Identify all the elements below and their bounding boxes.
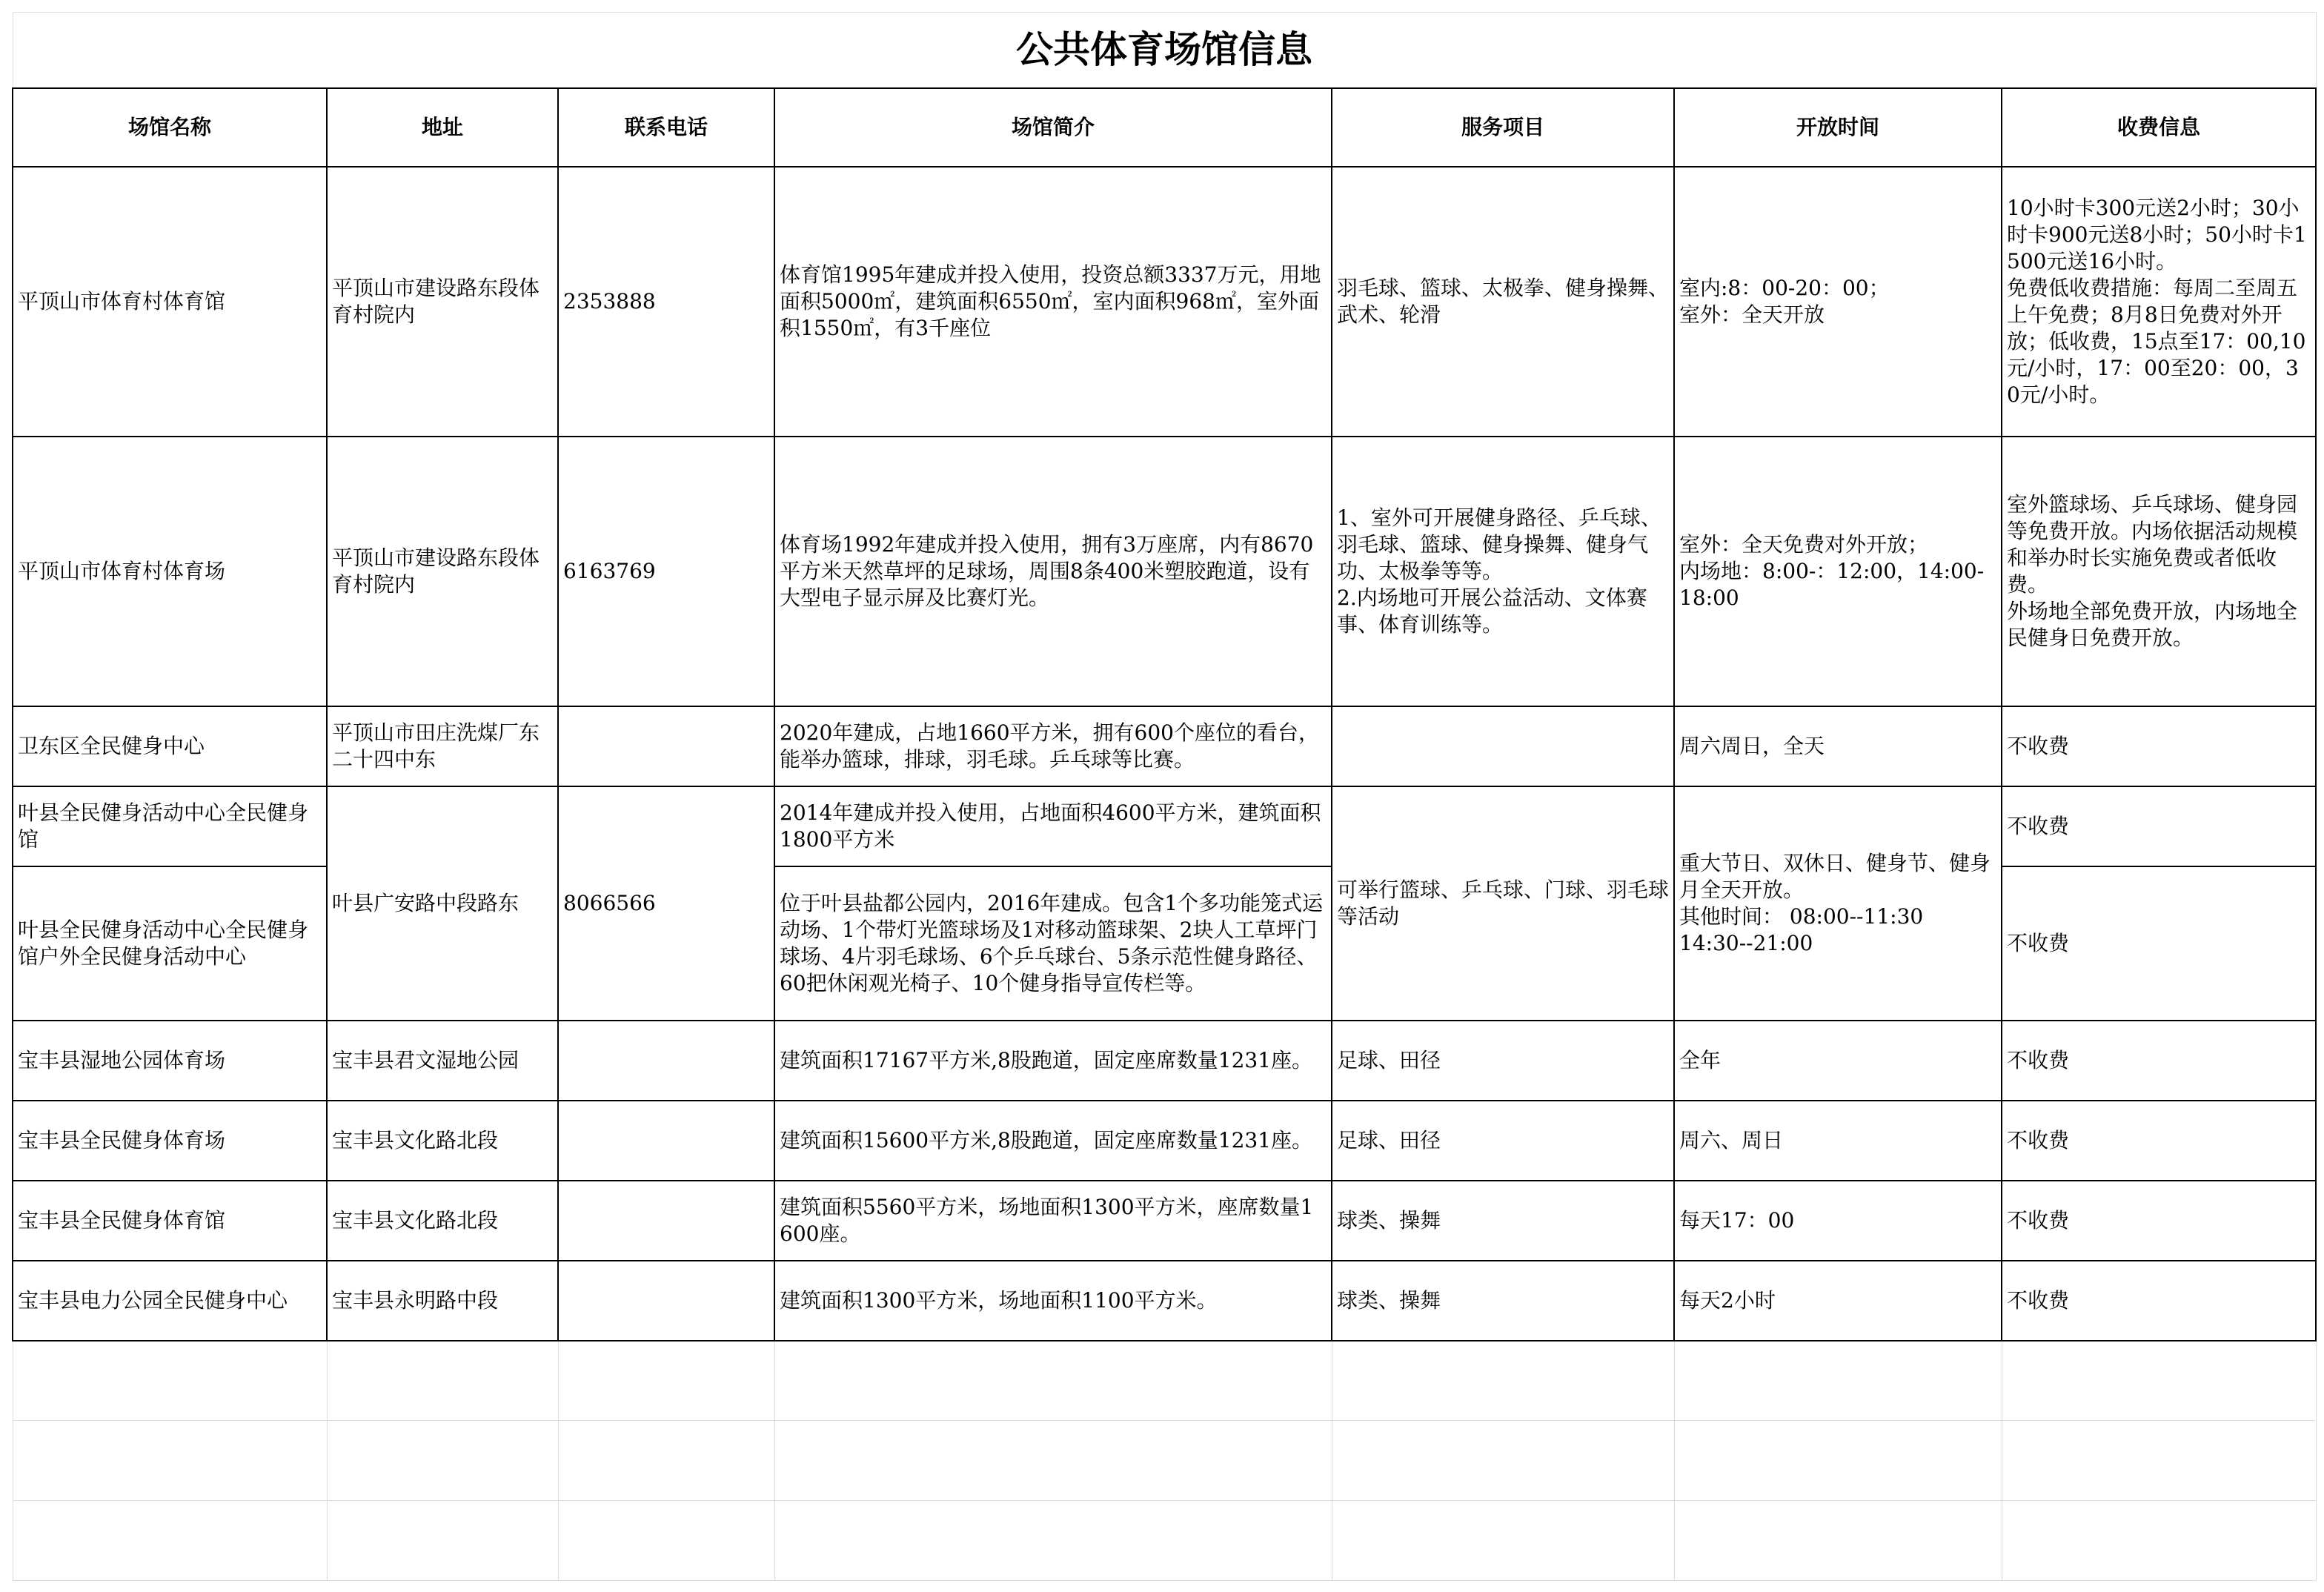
venue-name-cell[interactable]: 叶县全民健身活动中心全民健身馆户外全民健身活动中心 (13, 866, 327, 1021)
empty-cell[interactable] (558, 1341, 774, 1421)
hours-cell[interactable]: 每天17：00 (1674, 1181, 2002, 1261)
services-cell[interactable]: 1、室外可开展健身路径、乒乓球、羽毛球、篮球、健身操舞、健身气功、太极拳等等。 2.内场地可开展公益活动、文体赛事、体育训练等。 (1332, 437, 1674, 706)
venue-name-cell[interactable]: 宝丰县全民健身体育馆 (13, 1181, 327, 1261)
empty-row (13, 1421, 2316, 1501)
empty-cell[interactable] (327, 1501, 558, 1581)
address-cell[interactable]: 叶县广安路中段路东 (327, 786, 558, 1021)
table-row (13, 786, 2316, 866)
empty-cell[interactable] (1332, 1421, 1674, 1501)
phone-cell[interactable] (558, 706, 774, 786)
hours-cell[interactable]: 周六、周日 (1674, 1101, 2002, 1181)
phone-cell[interactable] (558, 1021, 774, 1101)
intro-cell[interactable]: 建筑面积1300平方米，场地面积1100平方米。 (774, 1261, 1332, 1341)
empty-cell[interactable] (774, 1341, 1332, 1421)
intro-cell[interactable]: 2014年建成并投入使用，占地面积4600平方米，建筑面积1800平方米 (774, 786, 1332, 866)
table-row (13, 167, 2316, 437)
page-title[interactable]: 公共体育场馆信息 (13, 13, 2316, 88)
hours-cell[interactable]: 每天2小时 (1674, 1261, 2002, 1341)
empty-cell[interactable] (558, 1501, 774, 1581)
phone-cell[interactable]: 6163769 (558, 437, 774, 706)
fees-cell[interactable]: 不收费 (2002, 1261, 2316, 1341)
services-cell[interactable]: 足球、田径 (1332, 1101, 1674, 1181)
table-row (13, 1021, 2316, 1101)
empty-cell[interactable] (13, 1501, 327, 1581)
fees-cell[interactable]: 不收费 (2002, 1021, 2316, 1101)
empty-cell[interactable] (774, 1421, 1332, 1501)
services-cell[interactable]: 足球、田径 (1332, 1021, 1674, 1101)
venue-name-cell[interactable]: 平顶山市体育村体育馆 (13, 167, 327, 437)
header-row (13, 88, 2316, 167)
venue-name-cell[interactable]: 叶县全民健身活动中心全民健身馆 (13, 786, 327, 866)
empty-cell[interactable] (2002, 1501, 2316, 1581)
table-row (13, 706, 2316, 786)
address-cell[interactable]: 平顶山市建设路东段体育村院内 (327, 437, 558, 706)
intro-cell[interactable]: 2020年建成，占地1660平方米，拥有600个座位的看台，能举办篮球，排球，羽毛球。乒乓球等比赛。 (774, 706, 1332, 786)
services-cell[interactable]: 羽毛球、篮球、太极拳、健身操舞、武术、轮滑 (1332, 167, 1674, 437)
address-cell[interactable]: 宝丰县文化路北段 (327, 1101, 558, 1181)
address-cell[interactable]: 宝丰县永明路中段 (327, 1261, 558, 1341)
empty-row (13, 1341, 2316, 1421)
services-cell[interactable] (1332, 706, 1674, 786)
header-cell-fees[interactable]: 收费信息 (2002, 88, 2316, 167)
phone-cell[interactable] (558, 1101, 774, 1181)
table-row (13, 437, 2316, 706)
empty-cell[interactable] (1674, 1421, 2002, 1501)
address-cell[interactable]: 宝丰县文化路北段 (327, 1181, 558, 1261)
address-cell[interactable]: 宝丰县君文湿地公园 (327, 1021, 558, 1101)
empty-cell[interactable] (13, 1421, 327, 1501)
phone-cell[interactable]: 8066566 (558, 786, 774, 1021)
fees-cell[interactable]: 不收费 (2002, 706, 2316, 786)
header-cell-intro[interactable]: 场馆简介 (774, 88, 1332, 167)
services-cell[interactable]: 可举行篮球、乒乓球、门球、羽毛球等活动 (1332, 786, 1674, 1021)
header-cell-address[interactable]: 地址 (327, 88, 558, 167)
venue-name-cell[interactable]: 宝丰县电力公园全民健身中心 (13, 1261, 327, 1341)
hours-cell[interactable]: 重大节日、双休日、健身节、健身月全天开放。 其他时间： 08:00--11:30 14:30--21:00 (1674, 786, 2002, 1021)
address-cell[interactable]: 平顶山市建设路东段体育村院内 (327, 167, 558, 437)
venue-name-cell[interactable]: 宝丰县全民健身体育场 (13, 1101, 327, 1181)
table-row (13, 1181, 2316, 1261)
empty-cell[interactable] (1674, 1501, 2002, 1581)
fees-cell[interactable]: 不收费 (2002, 866, 2316, 1021)
services-cell[interactable]: 球类、操舞 (1332, 1181, 1674, 1261)
hours-cell[interactable]: 室外：全天免费对外开放； 内场地：8:00-：12:00，14:00-18:00 (1674, 437, 2002, 706)
fees-cell[interactable]: 不收费 (2002, 1101, 2316, 1181)
intro-cell[interactable]: 建筑面积17167平方米,8股跑道，固定座席数量1231座。 (774, 1021, 1332, 1101)
header-cell-name[interactable]: 场馆名称 (13, 88, 327, 167)
venue-name-cell[interactable]: 宝丰县湿地公园体育场 (13, 1021, 327, 1101)
intro-cell[interactable]: 体育馆1995年建成并投入使用，投资总额3337万元，用地面积5000㎡，建筑面积6550㎡，室内面积968㎡，室外面积1550㎡，有3千座位 (774, 167, 1332, 437)
header-cell-services[interactable]: 服务项目 (1332, 88, 1674, 167)
empty-cell[interactable] (774, 1501, 1332, 1581)
phone-cell[interactable]: 2353888 (558, 167, 774, 437)
hours-cell[interactable]: 室内:8：00-20：00； 室外：全天开放 (1674, 167, 2002, 437)
table-row (13, 1261, 2316, 1341)
hours-cell[interactable]: 周六周日，全天 (1674, 706, 2002, 786)
empty-cell[interactable] (1332, 1501, 1674, 1581)
fees-cell[interactable]: 不收费 (2002, 1181, 2316, 1261)
empty-cell[interactable] (2002, 1421, 2316, 1501)
services-cell[interactable]: 球类、操舞 (1332, 1261, 1674, 1341)
phone-cell[interactable] (558, 1261, 774, 1341)
empty-cell[interactable] (13, 1341, 327, 1421)
address-cell[interactable]: 平顶山市田庄洗煤厂东二十四中东 (327, 706, 558, 786)
intro-cell[interactable]: 位于叶县盐都公园内，2016年建成。包含1个多功能笼式运动场、1个带灯光篮球场及1对移动篮球架、2块人工草坪门球场、4片羽毛球场、6个乒乓球台、5条示范性健身路径、60把休闲观光椅子、10个健身指导宣传栏等。 (774, 866, 1332, 1021)
header-cell-hours[interactable]: 开放时间 (1674, 88, 2002, 167)
intro-cell[interactable]: 体育场1992年建成并投入使用，拥有3万座席，内有8670平方米天然草坪的足球场，周围8条400米塑胶跑道，设有大型电子显示屏及比赛灯光。 (774, 437, 1332, 706)
header-cell-phone[interactable]: 联系电话 (558, 88, 774, 167)
table-row (13, 1101, 2316, 1181)
empty-cell[interactable] (558, 1421, 774, 1501)
intro-cell[interactable]: 建筑面积5560平方米，场地面积1300平方米，座席数量1600座。 (774, 1181, 1332, 1261)
venue-name-cell[interactable]: 卫东区全民健身中心 (13, 706, 327, 786)
empty-cell[interactable] (1332, 1341, 1674, 1421)
empty-cell[interactable] (327, 1341, 558, 1421)
fees-cell[interactable]: 10小时卡300元送2小时；30小时卡900元送8小时；50小时卡1500元送16小时。 免费低收费措施：每周二至周五上午免费；8月8日免费对外开放；低收费，15点至17：00,10元/小时，17：00至20：00，30元/小时。 (2002, 167, 2316, 437)
venue-name-cell[interactable]: 平顶山市体育村体育场 (13, 437, 327, 706)
empty-cell[interactable] (2002, 1341, 2316, 1421)
empty-cell[interactable] (1674, 1341, 2002, 1421)
empty-row (13, 1501, 2316, 1581)
intro-cell[interactable]: 建筑面积15600平方米,8股跑道，固定座席数量1231座。 (774, 1101, 1332, 1181)
phone-cell[interactable] (558, 1181, 774, 1261)
fees-cell[interactable]: 不收费 (2002, 786, 2316, 866)
venue-table (12, 12, 2317, 1581)
empty-cell[interactable] (327, 1421, 558, 1501)
hours-cell[interactable]: 全年 (1674, 1021, 2002, 1101)
fees-cell[interactable]: 室外篮球场、乒乓球场、健身园等免费开放。内场依据活动规模和举办时长实施免费或者低收费。 外场地全部免费开放，内场地全民健身日免费开放。 (2002, 437, 2316, 706)
